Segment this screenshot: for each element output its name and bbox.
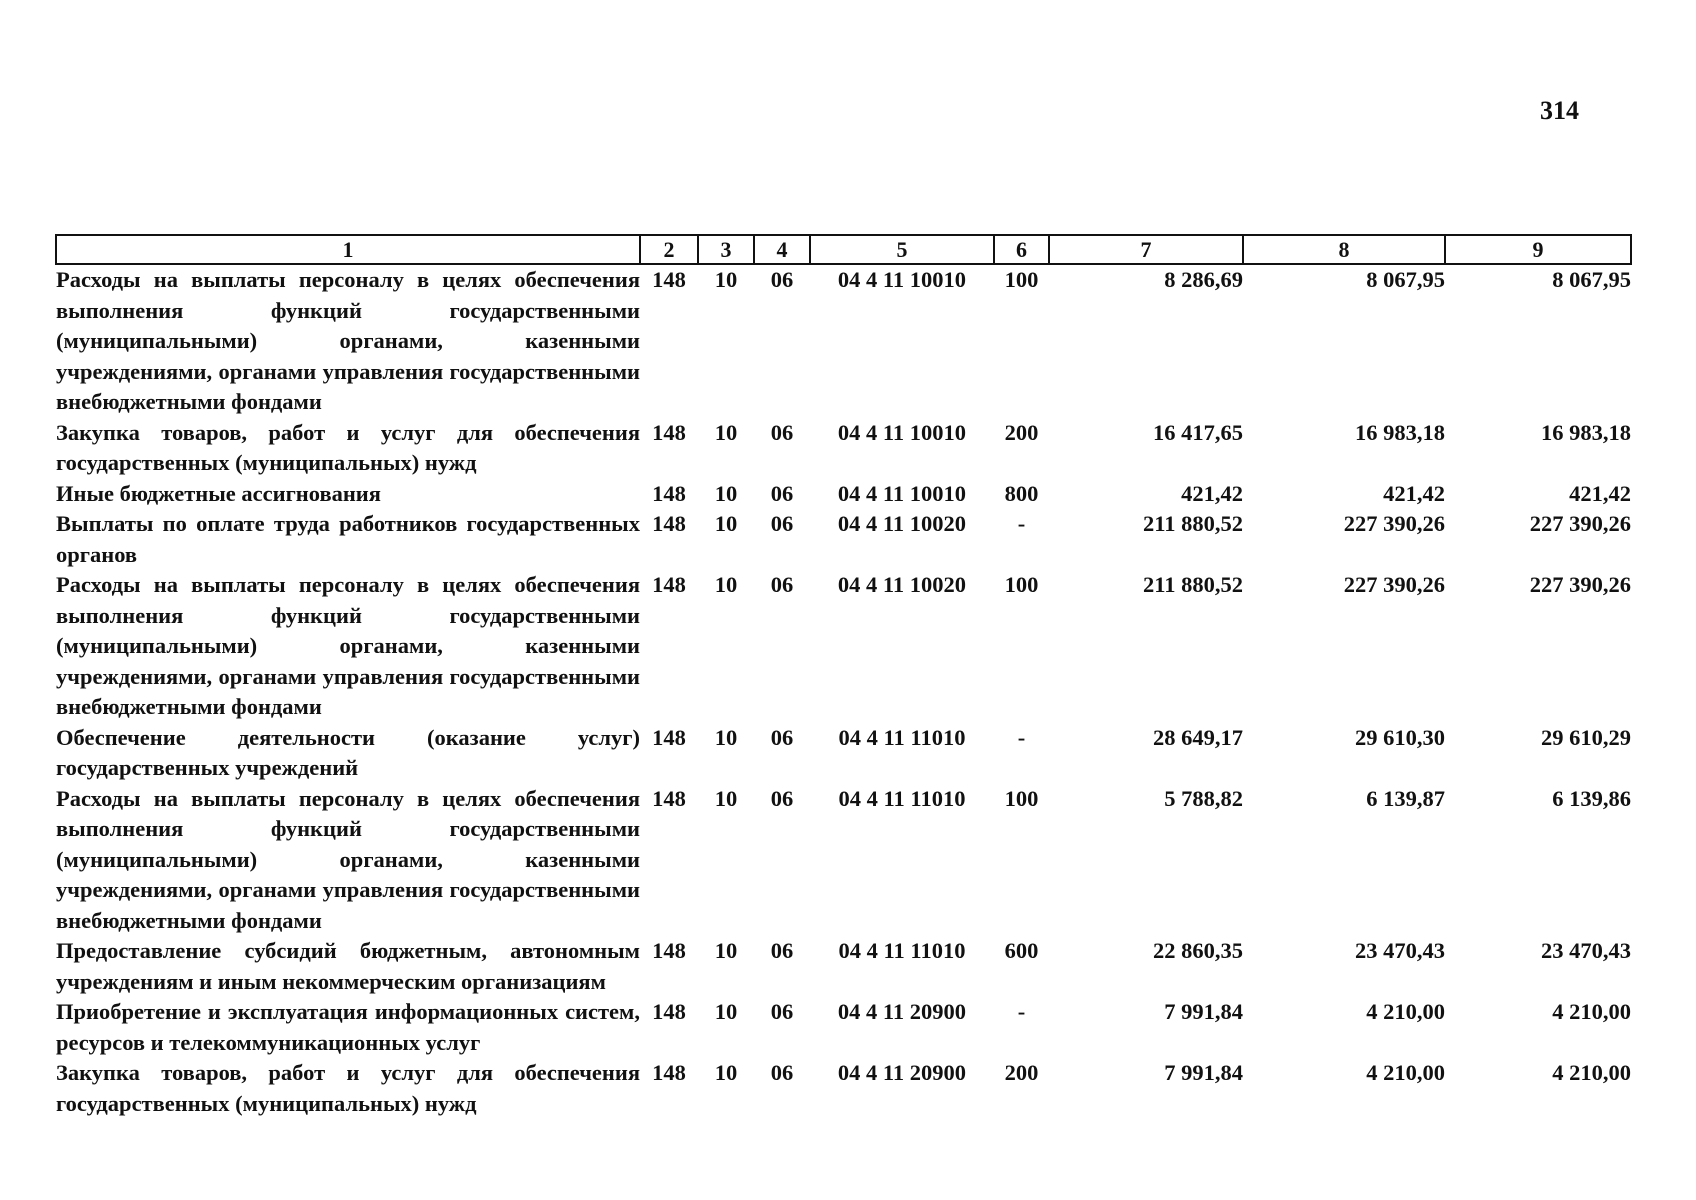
column-header-7: 7 — [1049, 235, 1243, 264]
amount-col-7: 5 788,82 — [1164, 785, 1243, 811]
page-number: 314 — [1540, 96, 1579, 125]
amount-col-7: 7 991,84 — [1164, 999, 1243, 1024]
amount-col-8: 227 390,26 — [1343, 572, 1445, 597]
table-row — [56, 418, 1631, 479]
subsection-code: 06 — [770, 1060, 794, 1085]
amount-col-7: 16 417,65 — [1153, 419, 1243, 445]
section-code: 10 — [714, 724, 738, 750]
amount-col-7: 22 860,35 — [1153, 938, 1243, 963]
table-row — [56, 1058, 1631, 1119]
amount-col-9: 29 610,29 — [1541, 724, 1631, 750]
amount-col-9: 16 983,18 — [1541, 419, 1631, 445]
section-code: 10 — [714, 267, 738, 292]
row-description: Приобретение и эксплуатация информационных систем, ресурсов и телекоммуникационных услуг — [56, 999, 640, 1055]
amount-col-7: 28 649,17 — [1153, 724, 1243, 750]
amount-col-9: 8 067,95 — [1552, 267, 1631, 292]
amount-col-7: 211 880,52 — [1142, 511, 1243, 536]
amount-col-8: 29 610,30 — [1355, 724, 1445, 750]
table-body — [56, 264, 1631, 1119]
expense-type-code: 200 — [1004, 1060, 1039, 1085]
ministry-code: 148 — [652, 1060, 686, 1085]
amount-col-9: 227 390,26 — [1529, 511, 1631, 536]
subsection-code: 06 — [770, 785, 794, 811]
column-header-2: 2 — [640, 235, 698, 264]
expense-type-code: - — [1017, 511, 1026, 536]
column-header-3: 3 — [698, 235, 754, 264]
subsection-code: 06 — [770, 572, 794, 597]
amount-col-8: 8 067,95 — [1366, 267, 1445, 292]
subsection-code: 06 — [770, 999, 794, 1024]
section-code: 10 — [714, 938, 738, 963]
row-description: Расходы на выплаты персоналу в целях обеспечения выполнения функций государственными (муниципальными) органами, казенными учреждениями, органами управления государственными внебюджетными фондами — [56, 785, 640, 933]
amount-col-9: 421,42 — [1569, 480, 1631, 506]
amount-col-8: 4 210,00 — [1366, 1060, 1445, 1085]
target-article-code: 04 4 11 10010 — [837, 480, 967, 506]
amount-col-7: 7 991,84 — [1164, 1060, 1243, 1085]
amount-col-7: 8 286,69 — [1164, 267, 1243, 292]
section-code: 10 — [714, 785, 738, 811]
amount-col-8: 421,42 — [1383, 480, 1445, 506]
column-header-8: 8 — [1243, 235, 1445, 264]
ministry-code: 148 — [652, 267, 686, 292]
target-article-code: 04 4 11 10020 — [837, 572, 967, 597]
section-code: 10 — [714, 511, 738, 536]
expense-type-code: 600 — [1004, 938, 1039, 963]
table-header — [56, 235, 1631, 264]
table-row — [56, 997, 1631, 1058]
amount-col-8: 4 210,00 — [1366, 999, 1445, 1024]
amount-col-9: 6 139,86 — [1552, 785, 1631, 811]
target-article-code: 04 4 11 11010 — [838, 724, 966, 750]
amount-col-8: 23 470,43 — [1355, 938, 1445, 963]
row-description: Выплаты по оплате труда работников государственных органов — [56, 511, 640, 567]
table-row — [56, 479, 1631, 510]
subsection-code: 06 — [770, 267, 794, 292]
row-description: Предоставление субсидий бюджетным, автономным учреждениям и иным некоммерческим организациям — [56, 938, 640, 994]
expense-type-code: 200 — [1004, 419, 1039, 445]
table-row — [56, 723, 1631, 784]
budget-table — [55, 234, 1632, 1119]
table-row — [56, 570, 1631, 723]
ministry-code: 148 — [652, 999, 686, 1024]
ministry-code: 148 — [652, 724, 686, 750]
ministry-code: 148 — [652, 480, 686, 506]
expense-type-code: 800 — [1004, 480, 1039, 506]
target-article-code: 04 4 11 20900 — [837, 1060, 967, 1085]
target-article-code: 04 4 11 10020 — [837, 511, 967, 536]
section-code: 10 — [714, 572, 738, 597]
subsection-code: 06 — [770, 724, 794, 750]
subsection-code: 06 — [770, 938, 794, 963]
amount-col-8: 227 390,26 — [1343, 511, 1445, 536]
table-row — [56, 509, 1631, 570]
ministry-code: 148 — [652, 572, 686, 597]
target-article-code: 04 4 11 11010 — [838, 785, 966, 811]
amount-col-7: 421,42 — [1181, 480, 1243, 506]
row-description: Иные бюджетные ассигнования — [56, 480, 381, 506]
target-article-code: 04 4 11 10010 — [837, 419, 967, 445]
amount-col-8: 16 983,18 — [1355, 419, 1445, 445]
ministry-code: 148 — [652, 511, 686, 536]
table-row — [56, 936, 1631, 997]
amount-col-8: 6 139,87 — [1366, 785, 1445, 811]
target-article-code: 04 4 11 11010 — [838, 938, 966, 963]
amount-col-9: 23 470,43 — [1541, 938, 1631, 963]
amount-col-7: 211 880,52 — [1142, 572, 1243, 597]
column-header-1: 1 — [56, 235, 640, 264]
table-row — [56, 264, 1631, 418]
ministry-code: 148 — [652, 419, 686, 445]
expense-type-code: 100 — [1004, 572, 1039, 597]
amount-col-9: 227 390,26 — [1529, 572, 1631, 597]
ministry-code: 148 — [652, 785, 686, 811]
expense-type-code: 100 — [1004, 785, 1039, 811]
row-description: Закупка товаров, работ и услуг для обеспечения государственных (муниципальных) нужд — [56, 419, 640, 475]
section-code: 10 — [714, 1060, 738, 1085]
amount-col-9: 4 210,00 — [1552, 999, 1631, 1024]
ministry-code: 148 — [652, 938, 686, 963]
row-description: Обеспечение деятельности (оказание услуг) государственных учреждений — [56, 724, 640, 780]
column-header-4: 4 — [754, 235, 810, 264]
subsection-code: 06 — [770, 480, 794, 506]
section-code: 10 — [714, 419, 738, 445]
expense-type-code: 100 — [1004, 267, 1039, 292]
subsection-code: 06 — [770, 419, 794, 445]
section-code: 10 — [714, 999, 738, 1024]
column-header-9: 9 — [1445, 235, 1631, 264]
column-header-6: 6 — [994, 235, 1049, 264]
amount-col-9: 4 210,00 — [1552, 1060, 1631, 1085]
row-description: Закупка товаров, работ и услуг для обеспечения государственных (муниципальных) нужд — [56, 1060, 640, 1116]
row-description: Расходы на выплаты персоналу в целях обеспечения выполнения функций государственными (муниципальными) органами, казенными учреждениями, органами управления государственными внебюджетными фондами — [56, 572, 640, 719]
section-code: 10 — [714, 480, 738, 506]
target-article-code: 04 4 11 20900 — [837, 999, 967, 1024]
target-article-code: 04 4 11 10010 — [837, 267, 967, 292]
expense-type-code: - — [1017, 999, 1026, 1024]
expense-type-code: - — [1017, 724, 1026, 750]
column-header-5: 5 — [810, 235, 994, 264]
subsection-code: 06 — [770, 511, 794, 536]
row-description: Расходы на выплаты персоналу в целях обеспечения выполнения функций государственными (муниципальными) органами, казенными учреждениями, органами управления государственными внебюджетными фондами — [56, 267, 640, 414]
table-row — [56, 784, 1631, 937]
